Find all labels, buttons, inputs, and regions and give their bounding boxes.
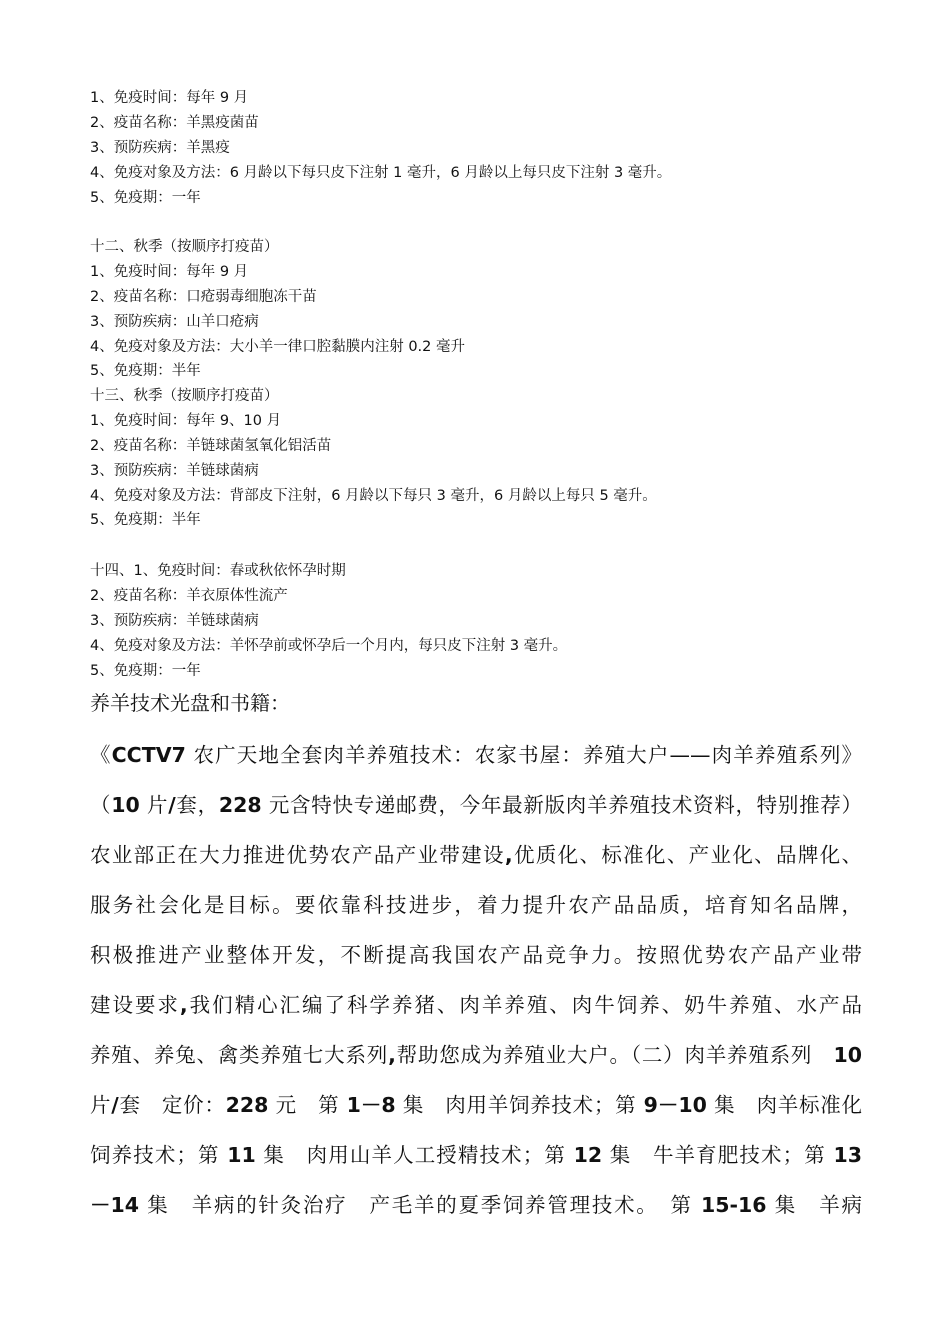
- paragraph-line: 养殖、养兔、禽类养殖七大系列,帮助您成为养殖业大户。（二）肉羊养殖系列 10: [90, 1043, 863, 1067]
- section-a: [90, 86, 890, 210]
- section-title: 十三、秋季（按顺序打疫苗）: [90, 388, 279, 404]
- paragraph-line: 建设要求,我们精心汇编了科学养猪、肉羊养殖、肉牛饲养、奶牛养殖、水产品: [90, 993, 862, 1017]
- paragraph-line: 服务社会化是目标。要依靠科技进步，着力提升农产品品质，培育知名品牌，: [90, 893, 862, 917]
- text-line: 5、免疫期：半年: [90, 512, 201, 529]
- text-line: 5、免疫期：一年: [90, 189, 201, 206]
- paragraph-line: －14 集 羊病的针灸治疗 产毛羊的夏季饲养管理技术。 第 15-16 集 羊病: [90, 1193, 862, 1217]
- paragraph-line: 积极推进产业整体开发，不断提高我国农产品竞争力。按照优势农产品产业带: [90, 943, 862, 967]
- text-line: 2、疫苗名称：羊黑疫菌苗: [90, 114, 259, 131]
- section-title: 十二、秋季（按顺序打疫苗）: [90, 239, 279, 255]
- text-line: 1、免疫时间：每年 9、10 月: [90, 412, 282, 429]
- text-line: 2、疫苗名称：羊衣原体性流产: [90, 587, 288, 604]
- paragraph-line: 农业部正在大力推进优势农产品产业带建设,优质化、标准化、产业化、品牌化、: [90, 843, 863, 867]
- paragraph-line: 片/套 定价：228 元 第 1－8 集 肉用羊饲养技术；第 9－10 集 肉羊标准化: [90, 1093, 862, 1117]
- books-heading: 养羊技术光盘和书籍：: [90, 691, 290, 715]
- text-line: 5、免疫期：一年: [90, 662, 201, 679]
- text-line: 3、预防疾病：羊链球菌病: [90, 612, 259, 629]
- section-14: [90, 559, 890, 683]
- text-line: 2、疫苗名称：口疮弱毒细胞冻干苗: [90, 288, 317, 305]
- section-13: [90, 384, 890, 533]
- book-price-line: （10 片/套，228 元含特快专递邮费，今年最新版肉羊养殖技术资料，特别推荐）: [90, 793, 863, 817]
- text-line: 3、预防疾病：羊黑疫: [90, 139, 230, 156]
- text-line: 2、疫苗名称：羊链球菌氢氧化铝活苗: [90, 437, 332, 454]
- text-line: 3、预防疾病：山羊口疮病: [90, 313, 259, 330]
- text-line: 4、免疫对象及方法：背部皮下注射，6 月龄以下每只 3 毫升，6 月龄以上每只 5 毫升。: [90, 487, 657, 504]
- text-line: 5、免疫期：半年: [90, 363, 201, 380]
- text-line: 4、免疫对象及方法：6 月龄以下每只皮下注射 1 毫升，6 月龄以上每只皮下注射 3 毫升。: [90, 164, 672, 181]
- text-line: 1、免疫时间：每年 9 月: [90, 90, 249, 106]
- text-line: 1、免疫时间：每年 9 月: [90, 263, 249, 280]
- paragraph-line: 饲养技术；第 11 集 肉用山羊人工授精技术；第 12 集 牛羊育肥技术；第 13: [90, 1143, 862, 1167]
- book-title-line: 《CCTV7 农广天地全套肉羊养殖技术：农家书屋：养殖大户——肉羊养殖系列》: [90, 743, 863, 767]
- text-line: 4、免疫对象及方法：大小羊一律口腔黏膜内注射 0.2 毫升: [90, 338, 466, 355]
- text-line: 十四、1、免疫时间：春或秋依怀孕时期: [90, 563, 346, 579]
- section-12: [90, 235, 890, 384]
- text-line: 3、预防疾病：羊链球菌病: [90, 462, 259, 479]
- books-body: [90, 730, 862, 1230]
- text-line: 4、免疫对象及方法：羊怀孕前或怀孕后一个月内，每只皮下注射 3 毫升。: [90, 637, 568, 654]
